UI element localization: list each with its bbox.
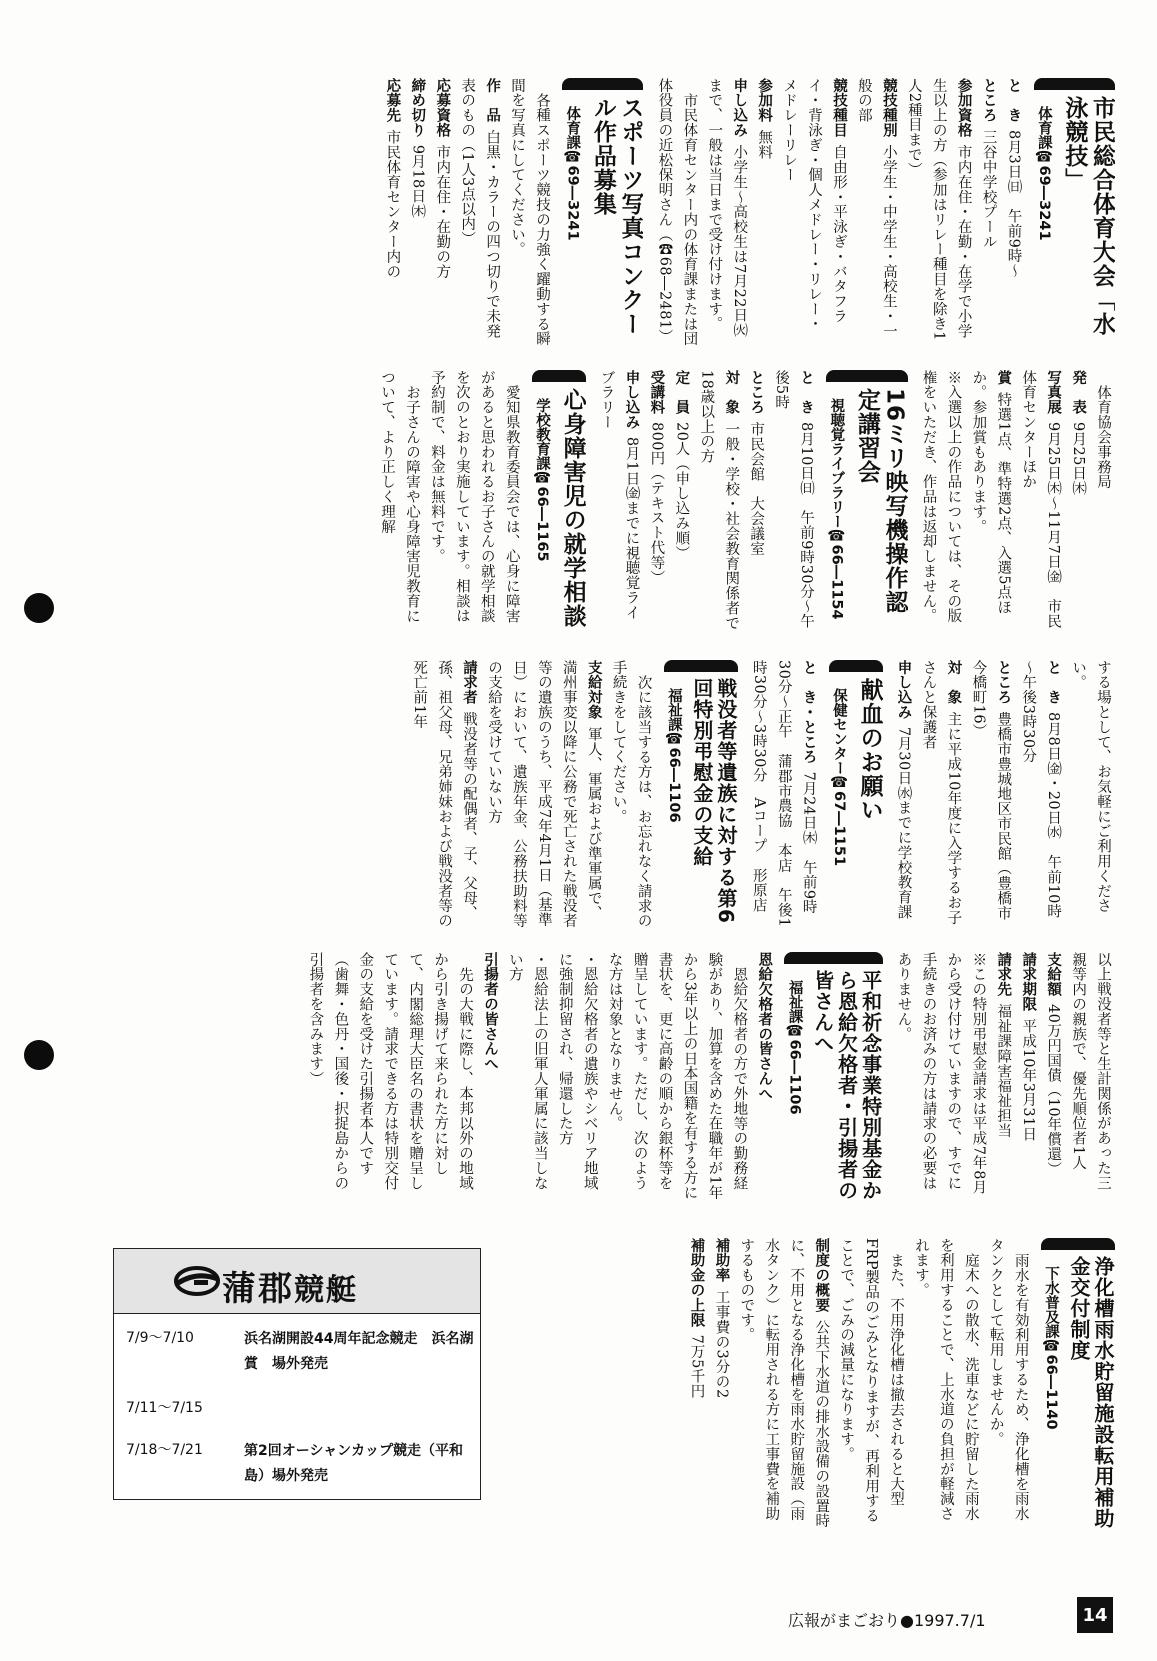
ad-date: 7/9～7/10 — [126, 1330, 194, 1346]
band-4 — [105, 952, 1115, 1202]
article-contact: 学校教育課☎66―1165 — [533, 398, 550, 562]
article-title: 心身障害児の就学相談 — [559, 388, 586, 628]
article-contact: 体育課☎69―3241 — [1035, 106, 1052, 241]
article-header-septic-tank — [1041, 1238, 1115, 1534]
ad-header — [114, 1249, 480, 1314]
publication-footer: 広報がまごおり●1997.7/1 — [788, 1611, 986, 1630]
article-contact: 保健センター☎67―1151 — [830, 688, 847, 867]
binding-hole-icon — [24, 593, 54, 623]
ad-schedule-row — [126, 1397, 234, 1417]
band-3 — [105, 660, 1115, 930]
article-header-swimming — [1034, 78, 1115, 346]
boat-race-ad — [113, 1248, 481, 1500]
article-header-education-consult — [532, 370, 586, 632]
article-title: 市民総合体育大会「水泳競技」 — [1061, 96, 1115, 336]
article-contact: 体育課☎69―3241 — [564, 106, 581, 241]
article-title: スポーツ写真コンクール作品募集 — [589, 96, 644, 336]
article-title: 平和祈念事業特別基金から恩給欠格者・引揚者の皆さんへ — [810, 970, 883, 1201]
band-1 — [105, 78, 1115, 346]
article-header-projector — [826, 370, 907, 632]
ad-schedule-row — [126, 1439, 464, 1485]
article-body-condolence-cont: 以上戦没者等と生計関係があった三親等内の親族で、優先順位者1人 支給額40万円国債（10年償還） 請求期限平成10年3月31日 請求先福祉課障害福祉担当 ※この特別弔慰金請求は平成7年8月から受け付けていますので、すでに手続きのお済みの方は請求の必要はありません。 — [883, 952, 1115, 1202]
ad-date: 7/11～7/15 — [126, 1400, 203, 1416]
article-title: 16ミリ映写機操作認定講習会 — [853, 388, 908, 615]
article-contact: 視聴覚ライブラリー☎66―1154 — [828, 398, 845, 620]
article-contact: 福祉課☎66―1106 — [786, 980, 803, 1115]
article-body-photo-contest-cont: 体育協会事務局 発 表9月25日㈭ 写真展9月25日㈭～11月7日㈮ 市民体育センターほか 賞特選1点、準特選2点、入選5点ほか。参加賞もあります。 ※入選以上の作品については、その版権をいただき、作品は返却しません。 — [908, 370, 1116, 632]
article-contact: 福祉課☎66―1106 — [665, 688, 682, 823]
band-5 — [485, 1238, 1115, 1534]
article-body-condolence: 次に該当する方は、お忘れなく請求の手続きをしてください。 支給対象軍人、軍属および準軍属で、満州事変以降に公務で死亡された戦没者等の遺族のうち、平成7年4月1日（基準日）において、遺族年金、公務扶助料等の支給を受けていない方 請求者戦没者等の配偶者、子、父母、孫、祖父母、兄弟姉妹および戦没者等の死亡前1年 — [411, 660, 652, 929]
ad-date: 7/18～7/21 — [126, 1442, 203, 1458]
article-title: 戦没者等遺族に対する第6回特別弔慰金の支給 — [689, 678, 738, 924]
article-title: 浄化槽雨水貯留施設転用補助金交付制度 — [1067, 1256, 1115, 1529]
article-contact: 下水普及課☎66―1140 — [1043, 1266, 1059, 1430]
article-body-photo-contest: 各種スポーツ競技の力強く躍動する瞬間を写真にしてください。 作 品白黒・カラーの四つ切りで未発表のもの（1人3点以内） 応募資格市内在住・在勤の方 締め切り9月18日㈭ 応募先市民体育センター内の — [384, 78, 550, 346]
article-body-education-consult: 愛知県教育委員会では、心身に障害があると思われるお子さんの就学相談を次のとおり実施しています。相談は予約制で、料金は無料です。 お子さんの障害や心身障害児教育について、より正しく理解 — [379, 370, 520, 624]
binding-hole-icon — [24, 1040, 54, 1070]
article-title: 献血のお願い — [856, 678, 883, 822]
article-header-blood-donation — [829, 660, 883, 930]
ad-schedule-row — [126, 1327, 474, 1373]
article-body-education-consult-cont: する場として、お気軽にご利用ください。 と き8月8日㈮・20日㈬ 午前10時～午後3時30分 ところ豊橋市豊城地区市民館（豊橋市今橋町16） 対 象主に平成10年度に入学するお子さんと保護者 申し込み7月30日㈬までに学校教育課 — [895, 660, 1111, 925]
article-header-condolence — [664, 660, 738, 930]
boat-race-logo-icon — [174, 1265, 220, 1297]
article-body-septic-tank: 雨水を有効利用するため、浄化槽を雨水タンクとして転用しませんか。 庭木への散水、洗車などに貯留した雨水を利用することで、上水道の負担が軽減されます。 また、不用浄化槽は撤去されると大型FRP製品のごみとなりますが、再利用することで、ごみの減量になります。 制度の概要公共下水道の排水設備の設置時に、不用となる浄化槽を雨水貯留施設（雨水タンク）に転用される方に工事費を補助するものです。 補助率工事費の3分の2 補助金の上限7万5千円 — [688, 1238, 1029, 1529]
article-header-photo-contest — [562, 78, 643, 346]
article-body-swimming: と き8月3日㈰ 午前9時～ ところ三谷中学校プール 参加資格市内在住・在勤・在学で小学生以上の方（参加はリレー種目を除き1人2種目まで） 競技種別小学生・中学生・高校生・一般の部 競技種目自由形・平泳ぎ・バタフライ・背泳ぎ・個人メドレー・リレー・メドレーリレー 参加料無料 申し込み小学生～高校生は7月22日㈫まで、一般は当日まで受け付けます。 市民体育センター内の体育課または団体役員の近松保明さん（☎68―2481） — [643, 78, 1025, 346]
article-body-peace-fund: 恩給欠格者の皆さんへ 恩給欠格者の方で外地等の勤務経験があり、加算を含めた在職年が1年から3年以上の日本国籍を有する方に書状を、更に高齢の順から銀杯等を贈呈しています。ただし、次のような方は対象となりません。 ・恩給欠格者の遺族やシベリア地域に強制抑留され、帰還した方 ・恩給法上の旧軍人軍属に該当しない方 引揚者の皆さんへ 先の大戦に際し、本邦以外の地域から引き揚げて来られた方に対して、内閣総理大臣名の書状を贈呈しています。請求できる方は特別交付金の支給を受けた引揚者本人です（歯舞・色丹・国後・択捉島からの引揚者を含みます） — [307, 952, 773, 1201]
ad-title: 蒲郡競艇 — [222, 1269, 358, 1309]
article-header-peace-fund — [784, 952, 882, 1202]
article-note: ※入選以上の作品については、その版権をいただき、作品は返却しません。 — [920, 370, 962, 624]
band-2 — [105, 370, 1115, 632]
ad-event: 浜名湖開設44周年記念競走 浜名湖賞 場外発売 — [244, 1331, 474, 1373]
article-body-projector: と き8月10日㈰ 午前9時30分～午後5時 ところ市民会館 大会議室 対 象一般・学校・社会教育関係者で18歳以上の方 定 員20人（申し込み順） 受講料800円（テキスト代等） 申し込み8月1日㈮までに視聴覚ライブラリー — [598, 370, 815, 631]
article-note: 市民体育センター内の体育課または団体役員の近松保明さん（☎68―2481） — [656, 78, 698, 346]
page-number: 14 — [1077, 1597, 1113, 1633]
ad-event: 第2回オーシャンカップ競走（平和島）場外発売 — [244, 1443, 464, 1485]
article-note: ※この特別弔慰金請求は平成7年8月から受け付けていますので、すでに手続きのお済みの方は請求の必要はありません。 — [895, 952, 987, 1195]
article-body-blood-donation: と き・ところ7月24日㈭ 午前9時30分～正午 蒲郡市農協 本店 午後1時30分～3時30分 Aコープ 形原店 — [750, 660, 817, 928]
